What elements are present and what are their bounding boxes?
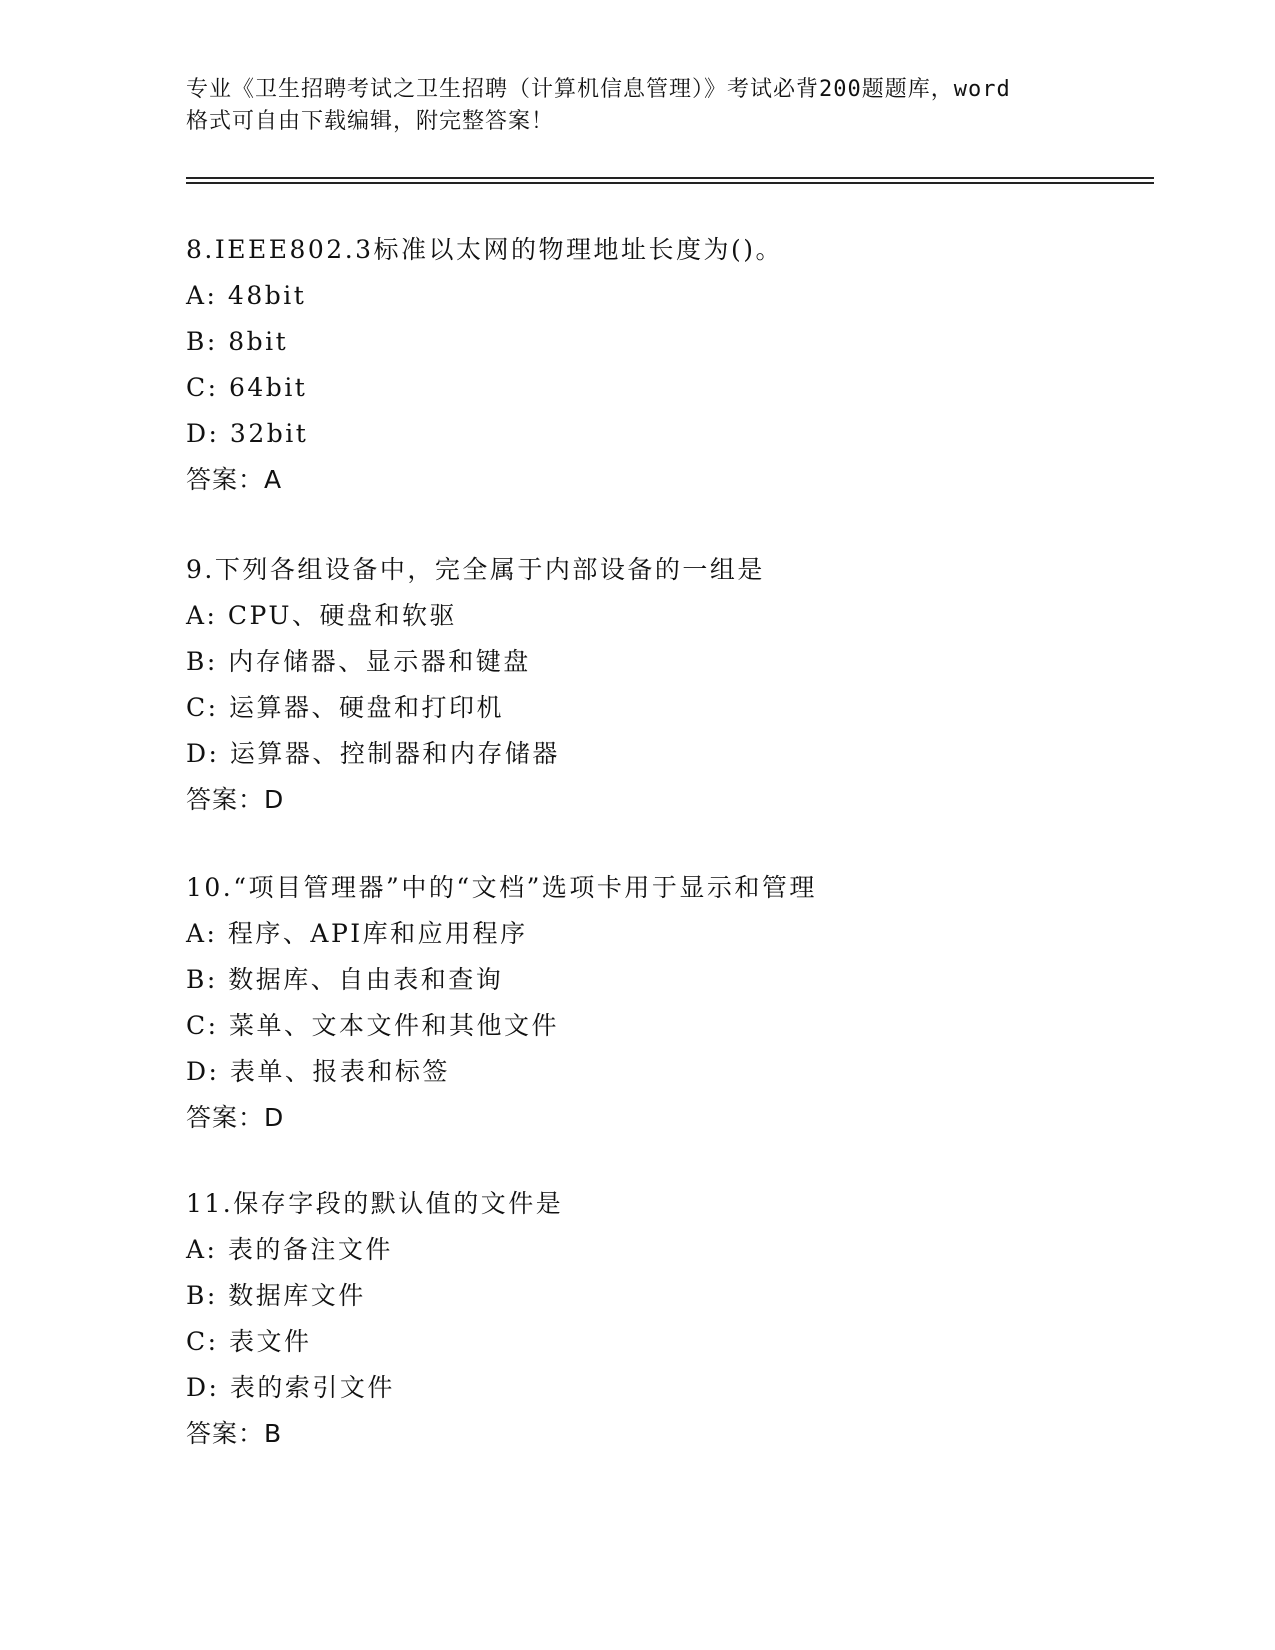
- option-d: D: 表的索引文件: [186, 1373, 395, 1402]
- question-stem: 9.下列各组设备中，完全属于内部设备的一组是: [186, 555, 765, 584]
- option-a: A: 程序、API库和应用程序: [186, 919, 528, 948]
- option-b: B: 数据库文件: [186, 1281, 366, 1310]
- option-b: B: 8bit: [186, 327, 289, 356]
- question-8: [186, 227, 1146, 503]
- option-d: D: 运算器、控制器和内存储器: [186, 739, 560, 768]
- option-a: A: 表的备注文件: [186, 1235, 393, 1264]
- option-c: C: 64bit: [186, 373, 308, 402]
- question-stem: 11.保存字段的默认值的文件是: [186, 1189, 564, 1218]
- option-c: C: 表文件: [186, 1327, 312, 1356]
- question-stem: 8.IEEE802.3标准以太网的物理地址长度为()。: [186, 235, 784, 264]
- answer: 答案：D: [186, 785, 285, 814]
- header-divider-top: [186, 177, 1154, 179]
- option-c: C: 运算器、硬盘和打印机: [186, 693, 504, 722]
- option-a: A: CPU、硬盘和软驱: [186, 601, 458, 630]
- header-divider-bottom: [186, 182, 1154, 184]
- question-stem: 10.“项目管理器”中的“文档”选项卡用于显示和管理: [186, 873, 817, 902]
- option-d: D: 表单、报表和标签: [186, 1057, 450, 1086]
- question-11: [186, 1181, 1146, 1457]
- header-line-1: 专业《卫生招聘考试之卫生招聘（计算机信息管理）》考试必背200题题库，word: [186, 77, 1011, 102]
- option-c: C: 菜单、文本文件和其他文件: [186, 1011, 559, 1040]
- option-a: A: 48bit: [186, 281, 307, 310]
- option-b: B: 数据库、自由表和查询: [186, 965, 504, 994]
- answer: 答案：A: [186, 465, 283, 494]
- question-9: [186, 547, 1146, 823]
- header-line-2: 格式可自由下载编辑，附完整答案！: [186, 109, 555, 134]
- document-header: [186, 74, 1086, 138]
- option-b: B: 内存储器、显示器和键盘: [186, 647, 531, 676]
- option-d: D: 32bit: [186, 419, 309, 448]
- question-10: [186, 865, 1146, 1141]
- answer: 答案：D: [186, 1103, 285, 1132]
- answer: 答案：B: [186, 1419, 283, 1448]
